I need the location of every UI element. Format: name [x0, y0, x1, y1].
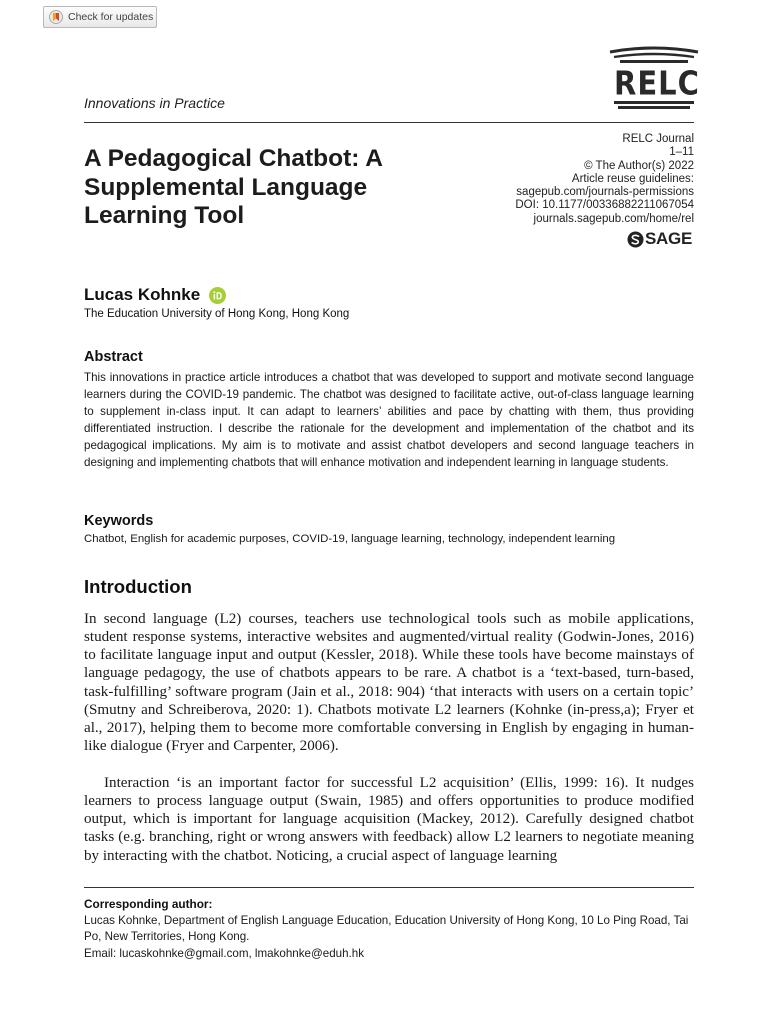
- sage-wordmark: SAGE: [645, 229, 692, 248]
- keywords-text: Chatbot, English for academic purposes, COVID-19, language learning, technology, independent learning: [84, 533, 616, 545]
- doi[interactable]: DOI: 10.1177/00336882211067054: [515, 199, 694, 212]
- abstract-heading: Abstract: [84, 349, 143, 365]
- publication-info: [515, 133, 694, 226]
- crossmark-icon: [49, 10, 63, 24]
- sage-emblem-icon: [627, 231, 644, 248]
- check-for-updates-button[interactable]: [43, 6, 157, 28]
- check-for-updates-label: Check for updates: [68, 11, 154, 23]
- journal-link[interactable]: journals.sagepub.com/home/rel: [533, 212, 694, 225]
- introduction-paragraph-2: Interaction ‘is an important factor for successful L2 acquisition’ (Ellis, 1999: 16). It nudges learners to process language output (Swain, 1985) and offers opportunities to produce modified output, which is important for language acquisition (Mackey, 2012). Carefully designed chatbot tasks (e.g. branching, right or wrong answers with feedback) allow L2 learners to negotiate meaning by interacting with the chatbot. Noticing, a crucial aspect of language learning: [84, 775, 694, 864]
- copyright: © The Author(s) 2022: [584, 159, 694, 172]
- orcid-icon[interactable]: [209, 287, 226, 304]
- reuse-label: Article reuse guidelines:: [571, 172, 694, 185]
- corresponding-author-address: Lucas Kohnke, Department of English Language Education, Education University of Hong Kong, 10 Lo Ping Road, Tai Po, New Territories, Hong Kong.: [84, 914, 689, 944]
- introduction-paragraph-1: In second language (L2) courses, teachers use technological tools such as mobile applications, student response systems, interactive websites and augmented/virtual reality (Godwin-Jones, 2016) to facilitate language input and output (Kessler, 2018). While these tools have become mainstays of language pedagogy, the use of chatbots appears to be rare. A chatbot is a ‘text-based, turn-based, task-fulfilling’ software program (Jain et al., 2018: 904) ‘that interacts with users on a certain topic’ (Smutny and Schreiberova, 2020: 1). Chatbots motivate L2 learners (Kohnke (in-press,a); Fryer et al., 2017), helping them to become more comfortable conversing in English by engaging in human-like dialogue (Fryer and Carpenter, 2006).: [84, 611, 694, 755]
- page-range: 1–11: [669, 146, 694, 159]
- corresponding-author-heading: Corresponding author:: [84, 897, 213, 911]
- reuse-link[interactable]: sagepub.com/journals-permissions: [516, 186, 694, 199]
- author-affiliation: The Education University of Hong Kong, Hong Kong: [84, 308, 350, 320]
- author-name: Lucas Kohnke: [84, 285, 201, 304]
- journal-section-label: Innovations in Practice: [84, 95, 225, 111]
- sage-logo: [627, 229, 692, 249]
- article-title: A Pedagogical Chatbot: A Supplemental Language Learning Tool: [84, 145, 383, 229]
- introduction-heading: Introduction: [84, 576, 192, 597]
- relc-logo: RELC: [608, 46, 700, 112]
- introduction-paragraph-2-container: [84, 774, 694, 866]
- journal-name: RELC Journal: [622, 133, 694, 145]
- abstract-text: This innovations in practice article introduces a chatbot that was developed to support and motivate second language learners during the COVID-19 pandemic. The chatbot was designed to facilitate active, out-of-class language learning to supplement in-class input. It can adapt to learners’ abilities and pace by chatting with them, thus providing differentiated instruction. I describe the rationale for the development and implementation of the chatbot and its pedagogical implications. My aim is to motivate and assist chatbot developers and second language teachers in designing and implementing chatbots that will enhance motivation and independent learning in language students.: [84, 371, 694, 470]
- keywords-heading: Keywords: [84, 513, 154, 529]
- footnote-divider: [84, 887, 694, 888]
- corresponding-author-email[interactable]: Email: lucaskohnke@gmail.com, lmakohnke@eduh.hk: [84, 946, 365, 960]
- corresponding-author-details: [84, 913, 696, 962]
- author-block: [84, 285, 349, 320]
- header-divider: [84, 122, 694, 123]
